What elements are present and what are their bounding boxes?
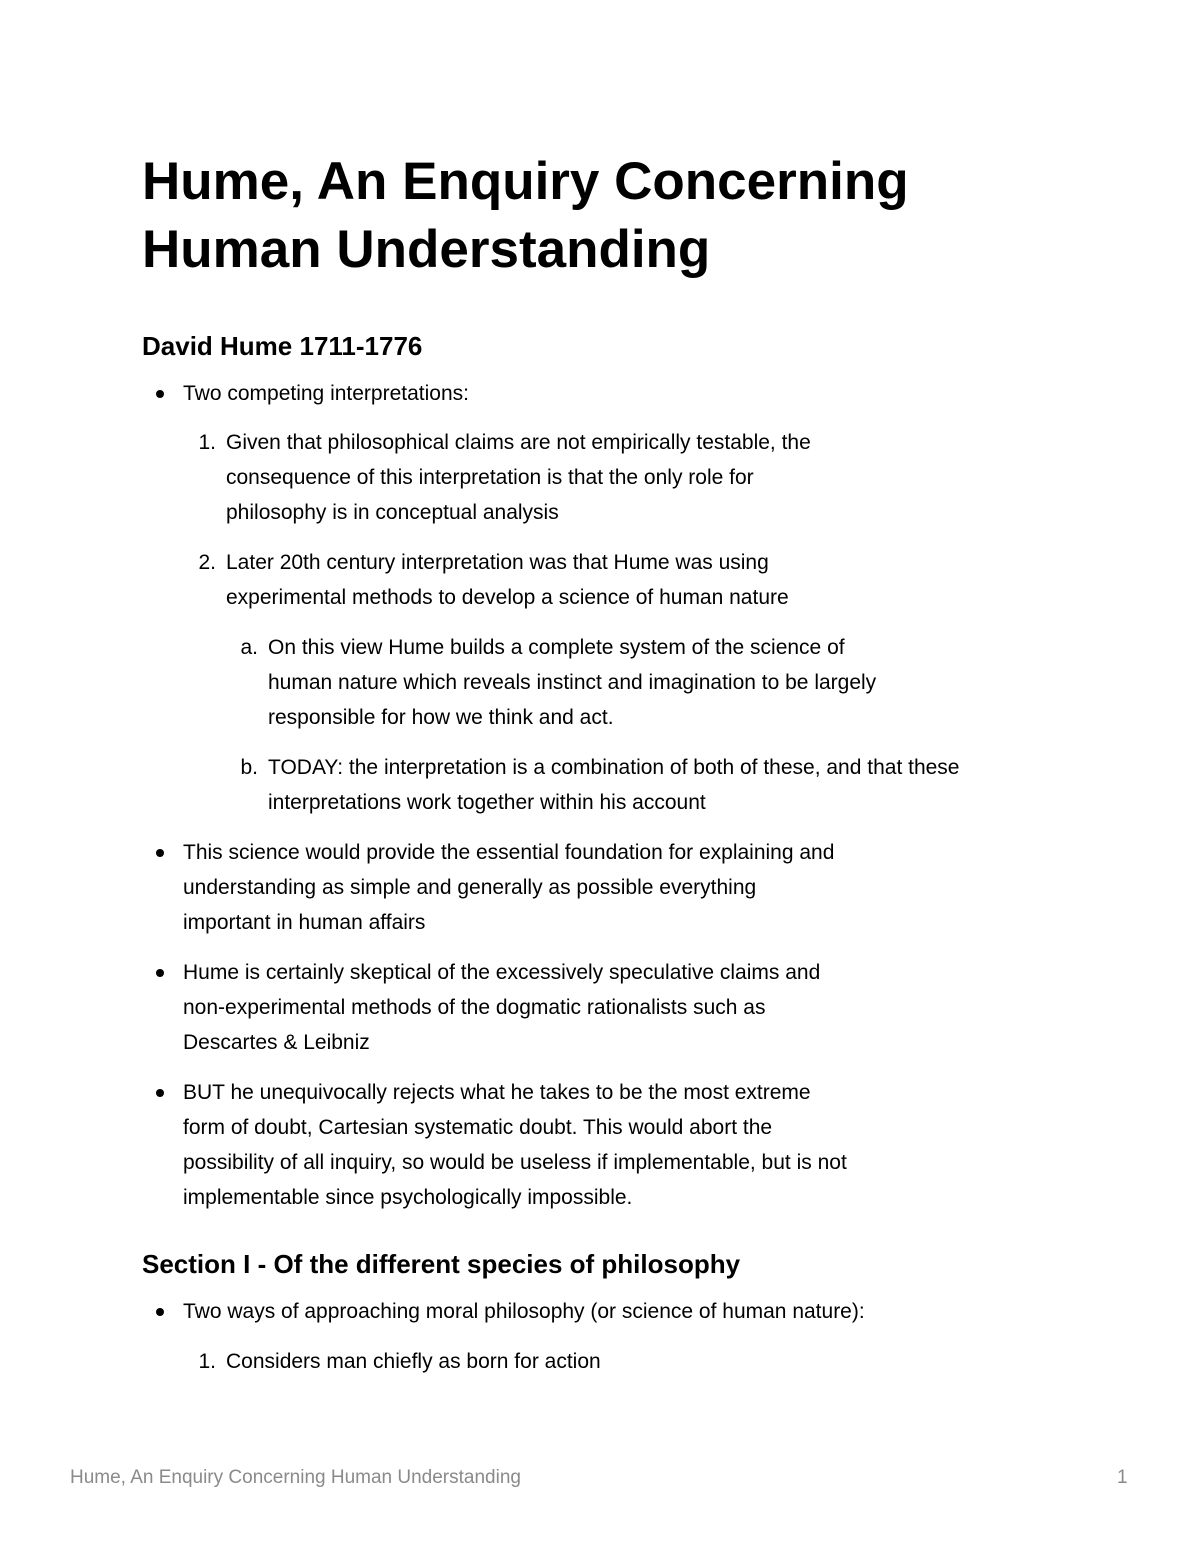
list-item-line: form of doubt, Cartesian systematic doubt. This would abort the [183,1116,773,1139]
list-item-line: responsible for how we think and act. [268,706,614,729]
list-item-line: Descartes & Leibniz [183,1031,370,1054]
list-item-line: Two competing interpretations: [183,382,469,405]
list-item-line: interpretations work together within his account [268,791,706,814]
list-item [183,1075,847,1215]
footer-title: Hume, An Enquiry Concerning Human Understanding [70,1467,521,1488]
author-heading: David Hume 1711-1776 [142,331,423,361]
list-item-line: On this view Hume builds a complete system of the science of [268,636,845,659]
list-number: 2. [198,551,216,574]
list-item-line: important in human affairs [183,911,426,934]
list-item [183,955,820,1060]
list-item [183,1294,865,1329]
list-item-line: TODAY: the interpretation is a combination of both of these, and that these [268,756,960,779]
list-item-line: possibility of all inquiry, so would be useless if implementable, but is not [183,1151,847,1174]
list-item-line: consequence of this interpretation is that the only role for [226,466,754,489]
list-item-line: non-experimental methods of the dogmatic rationalists such as [183,996,766,1019]
list-item-line: experimental methods to develop a science of human nature [226,586,789,609]
list-item [183,835,834,940]
list-item-line: Two ways of approaching moral philosophy (or science of human nature): [183,1300,865,1323]
list-item [226,425,811,530]
list-item-line: understanding as simple and generally as possible everything [183,876,757,899]
list-item-line: Given that philosophical claims are not empirically testable, the [226,431,811,454]
bullet-dot [156,849,164,857]
list-item-line: BUT he unequivocally rejects what he takes to be the most extreme [183,1081,811,1104]
list-letter: b. [240,756,258,779]
document-title [142,148,1102,284]
bullet-dot [156,1308,164,1316]
list-item-line: Considers man chiefly as born for action [226,1350,601,1373]
list-item-line: philosophy is in conceptual analysis [226,501,559,524]
list-item-line: human nature which reveals instinct and imagination to be largely [268,671,877,694]
list-item [183,376,469,411]
list-number: 1. [198,1350,216,1373]
list-item [226,545,789,615]
list-item-line: Later 20th century interpretation was that Hume was using [226,551,769,574]
bullet-dot [156,969,164,977]
bullet-dot [156,390,164,398]
list-letter: a. [240,636,258,659]
list-item-line: Hume is certainly skeptical of the excessively speculative claims and [183,961,821,984]
list-number: 1. [198,431,216,454]
section-heading: Section I - Of the different species of philosophy [142,1249,741,1279]
list-item [268,630,876,735]
page-number: 1 [1117,1467,1128,1488]
bullet-dot [156,1089,164,1097]
list-item [268,750,959,820]
list-item-line: This science would provide the essential foundation for explaining and [183,841,835,864]
title-line-1: Hume, An Enquiry Concerning [142,152,909,211]
list-item [226,1344,601,1379]
list-item-line: implementable since psychologically impossible. [183,1186,633,1209]
title-line-2: Human Understanding [142,220,711,279]
